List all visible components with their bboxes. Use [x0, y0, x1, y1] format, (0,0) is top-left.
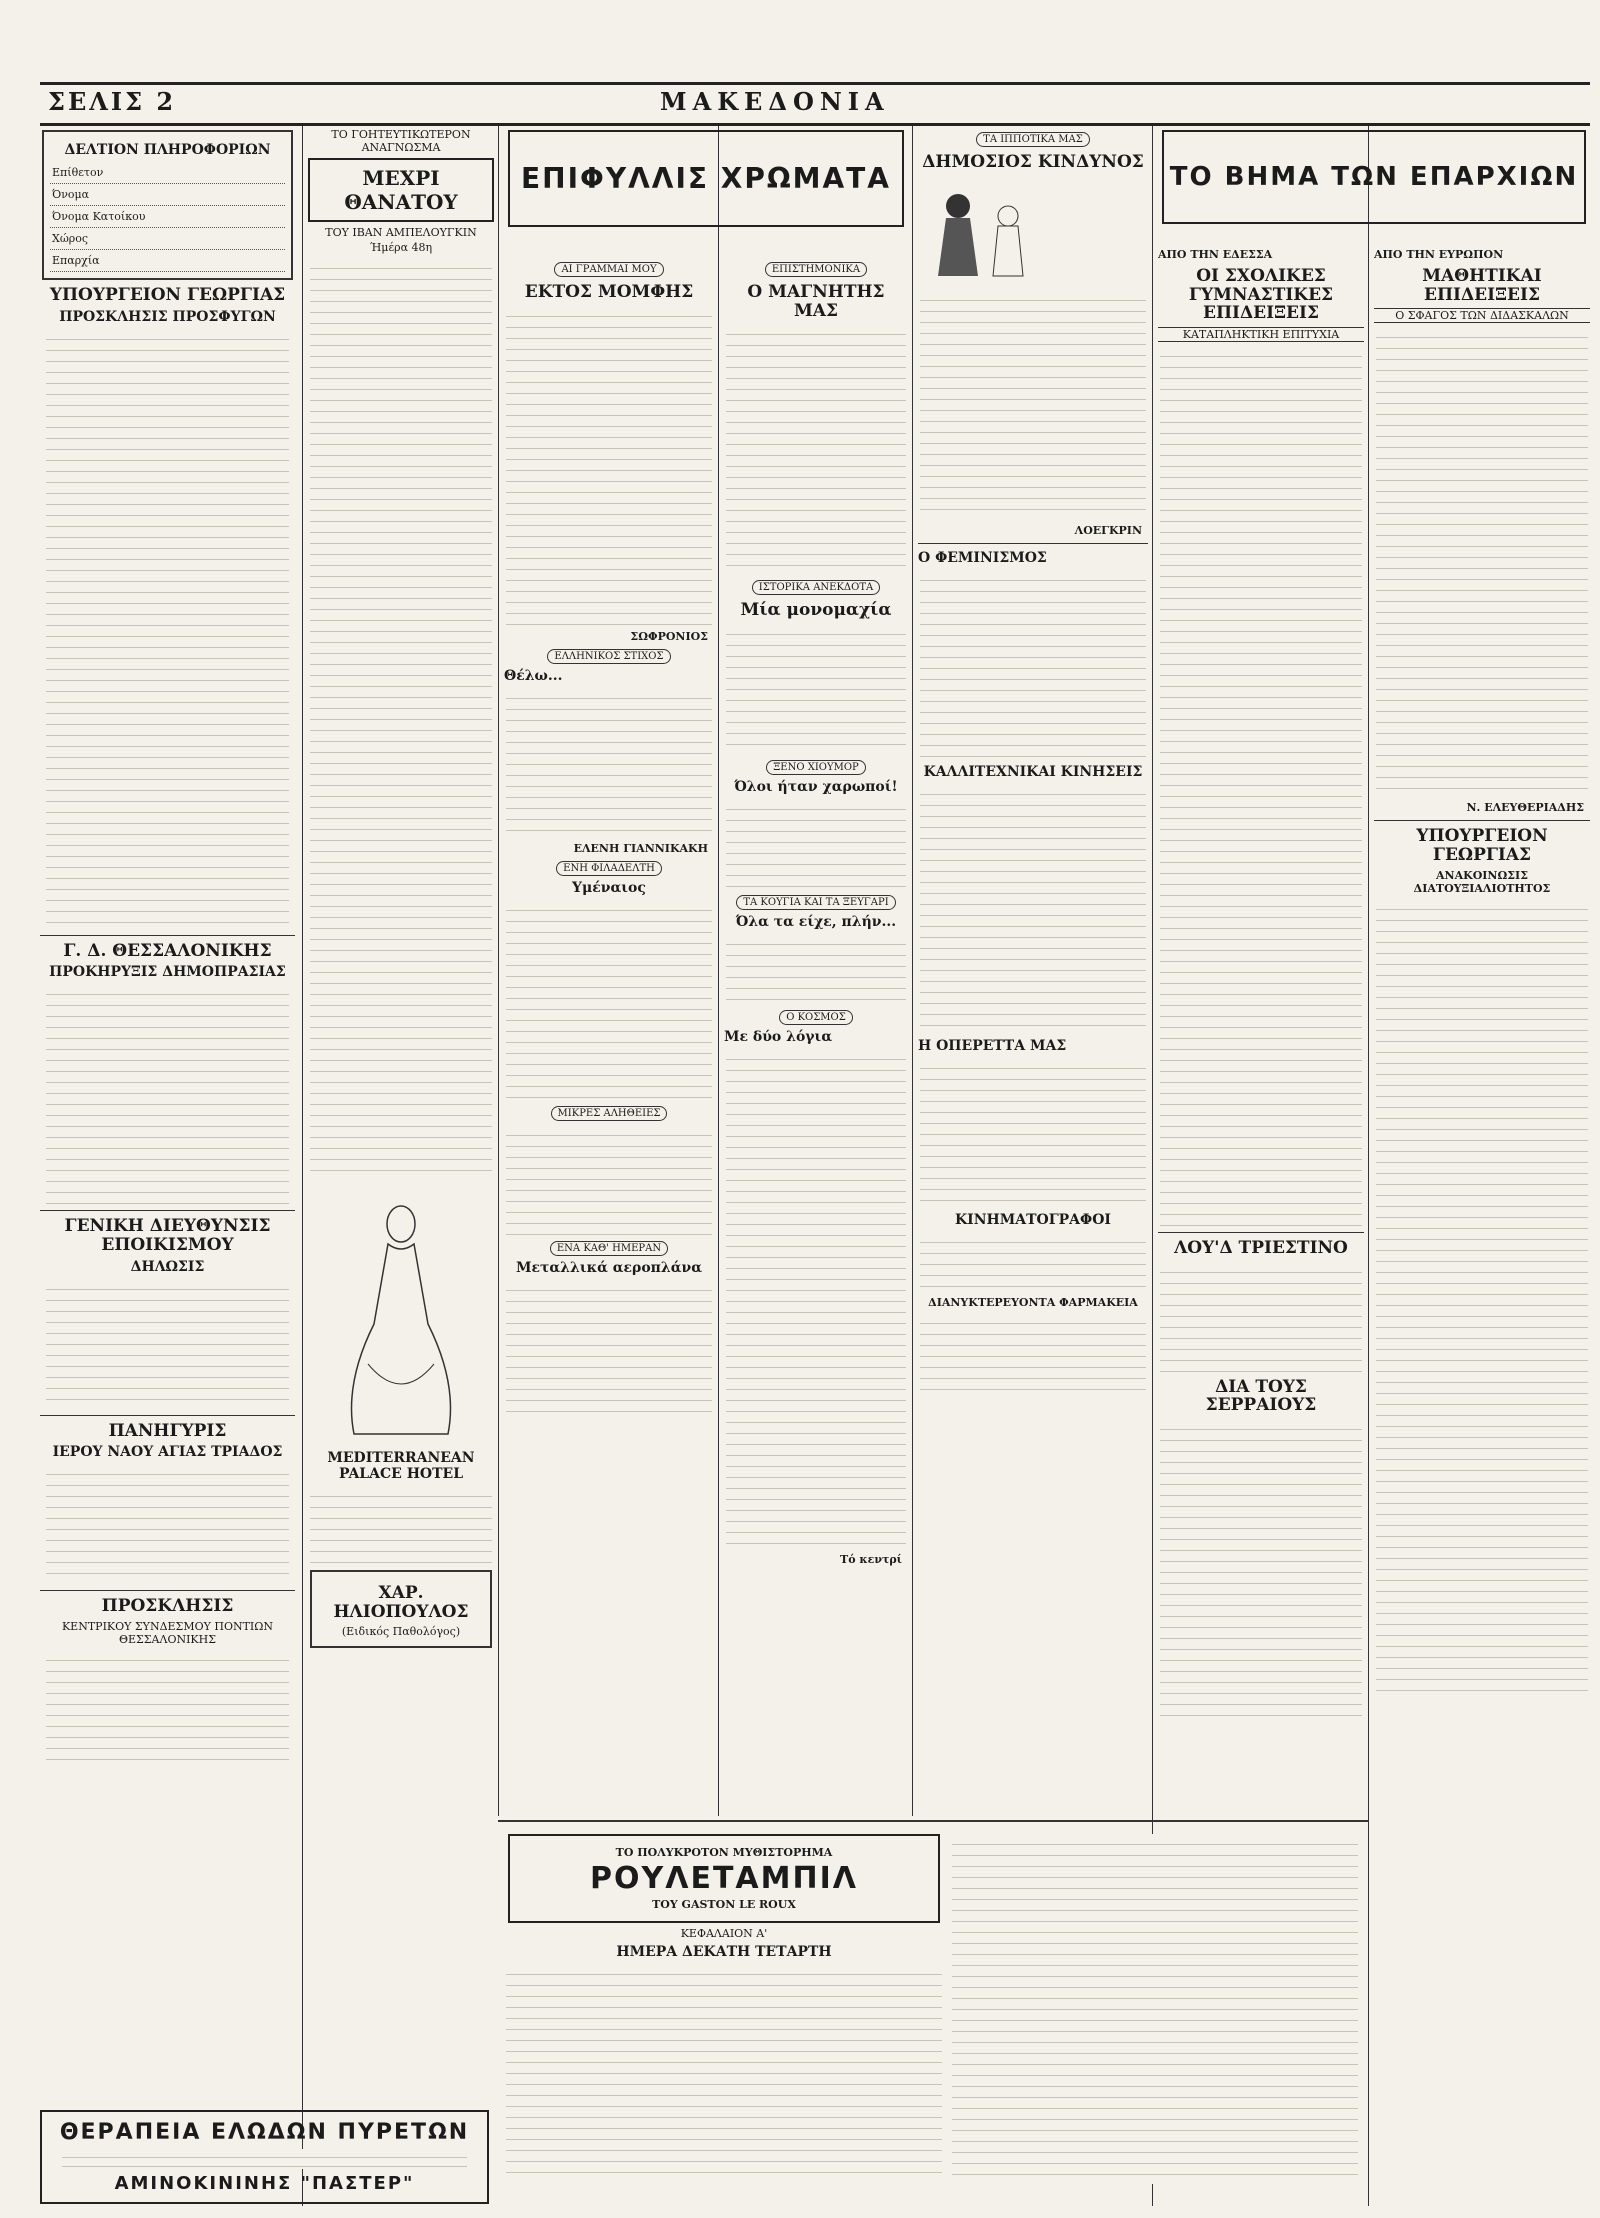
doctor-specialty: (Ειδικός Παθολόγος): [341, 1625, 461, 1639]
text-block: [920, 784, 1146, 1034]
column-europe: [1374, 246, 1590, 1816]
article-title: Με δύο λόγια: [724, 1029, 833, 1046]
section-rule: [498, 1820, 1368, 1822]
form-field: Όνομα: [50, 184, 285, 206]
article-title: ΜΑΘΗΤΙΚΑΙ ΕΠΙΔΕΙΞΕΙΣ: [1422, 266, 1542, 305]
signature: Τό κεντρί: [840, 1553, 902, 1567]
column-civic: [918, 126, 1148, 1816]
notice-title: ΠΑΝΗΓΥΡΙΣ: [108, 1420, 227, 1441]
text-block: [506, 688, 712, 838]
signature: ΣΩΦΡΟΝΙΟΣ: [630, 629, 708, 643]
notice-subtitle: ΑΝΑΚΟΙΝΩΣΙΣ ΔΙΑΤΟΥΞΙΑΛΙΟΤΗΤΟΣ: [1413, 868, 1551, 895]
rubric: ΕΝΑ ΚΑΘ' ΗΜΕΡΑΝ: [550, 1241, 668, 1256]
article-title: Μεταλλικά αεροπλάνα: [515, 1259, 702, 1276]
hotel-illustration: [328, 1184, 474, 1444]
text-block: [506, 1125, 712, 1235]
article-title: Όλα τα είχε, πλήν...: [735, 914, 897, 931]
serial-kicker: ΤΟ ΠΟΛΥΚΡΟΤΟΝ ΜΥΘΙΣΤΟΡΗΜΑ: [615, 1846, 833, 1859]
text-block: [46, 329, 289, 929]
text-block: [310, 1486, 492, 1566]
text-block: [506, 306, 712, 626]
serial-novel-continued: [950, 1830, 1360, 2190]
column-serial-novel: [308, 126, 494, 1816]
text-block: [920, 570, 1146, 760]
article-title: Όλοι ήταν χαρωποί!: [734, 779, 898, 796]
rubric: Ο ΚΟΣΜΟΣ: [779, 1010, 853, 1025]
text-block: [1376, 899, 1588, 1699]
form-title: ΔΕΛΤΙΟΝ ΠΛΗΡΟΦΟΡΙΩΝ: [64, 142, 271, 158]
text-block: [506, 1280, 712, 1420]
rubric: ΜΙΚΡΕΣ ΑΛΗΘΕΙΕΣ: [551, 1106, 668, 1121]
signature: ΕΛΕΝΗ ΓΙΑΝΝΙΚΑΚΗ: [573, 841, 708, 855]
text-block: [726, 324, 906, 574]
section-title: ΚΙΝΗΜΑΤΟΓΡΑΦΟΙ: [955, 1211, 1111, 1228]
section-title: ΤΟ ΒΗΜΑ ΤΩΝ ΕΠΑΡΧΙΩΝ: [1162, 130, 1586, 224]
section-title: Η ΟΠΕΡΕΤΤΑ ΜΑΣ: [918, 1037, 1067, 1054]
provinces-banner: [1158, 126, 1590, 236]
serial-title: ΜΕΧΡΙ ΘΑΝΑΤΟΥ: [308, 158, 494, 222]
cartoon-illustration: [918, 176, 1148, 286]
notice-subtitle: ΙΕΡΟΥ ΝΑΟΥ ΑΓΙΑΣ ΤΡΙΑΔΟΣ: [52, 1444, 283, 1461]
rubric: ΙΣΤΟΡΙΚΑ ΑΝΕΚΔΟΤΑ: [752, 580, 881, 595]
column-rule: [302, 126, 303, 2206]
text-block: [726, 1049, 906, 1549]
rubric: ΞΕΝΟ ΧΙΟΥΜΟΡ: [766, 760, 866, 775]
feuilleton-banner: [504, 126, 908, 246]
text-block: [920, 290, 1146, 520]
kicker: ΤΟ ΓΟΗΤΕΥΤΙΚΩΤΕΡΟΝ ΑΝΑΓΝΩΣΜΑ: [331, 128, 471, 154]
ad-brand: ΑΜΙΝΟΚΙΝΙΝΗΣ "ΠΑΣΤΕΡ": [114, 2173, 415, 2194]
article-title: ΔΗΜΟΣΙΟΣ ΚΙΝΔΥΝΟΣ: [922, 152, 1144, 172]
text-block: [506, 900, 712, 1100]
text-block: [1160, 1419, 1362, 1719]
text-block: [726, 934, 906, 1004]
text-block: [46, 1464, 289, 1584]
text-block: [726, 624, 906, 754]
text-block: [46, 1650, 289, 1760]
notice-subtitle: ΠΡΟΣΚΛΗΣΙΣ ΠΡΟΣΦΥΓΩΝ: [59, 308, 276, 325]
chapter-number: ΚΕΦΑΛΑΙΟΝ Α': [680, 1927, 768, 1940]
serial-header: [508, 1834, 940, 1923]
column-rule: [718, 126, 719, 1816]
text-block: [506, 1964, 942, 2174]
text-block: [62, 2149, 467, 2169]
doctor-name: ΧΑΡ. ΗΛΙΟΠΟΥΛΟΣ: [333, 1583, 469, 1622]
rubric: ΕΝΗ ΦΙΛΑΔΕΛΤΗ: [556, 861, 662, 876]
rubric: ΕΠΙΣΤΗΜΟΝΙΚΑ: [765, 262, 867, 277]
page-label: ΣΕΛΙΣ 2: [48, 87, 177, 116]
column-essays: [504, 256, 714, 1816]
article-title: Ο ΜΑΓΝΗΤΗΣ ΜΑΣ: [747, 282, 885, 321]
serial-author: ΤΟΥ GASTON LE ROUX: [652, 1898, 796, 1911]
origin-label: ΑΠΟ ΤΗΝ ΕΔΕΣΣΑ: [1158, 248, 1273, 261]
column-notices: [40, 126, 295, 2206]
signature: Ν. ΕΛΕΥΘΕΡΙΑΔΗΣ: [1466, 801, 1584, 815]
text-block: [310, 258, 492, 1178]
masthead: [40, 82, 1590, 126]
notice-title: ΠΡΟΣΚΛΗΣΙΣ: [101, 1596, 234, 1617]
notice-subtitle: ΚΕΝΤΡΙΚΟΥ ΣΥΝΔΕΣΜΟΥ ΠΟΝΤΙΩΝ ΘΕΣΣΑΛΟΝΙΚΗΣ: [61, 1620, 274, 1647]
rubric: ΕΛΛΗΝΙΚΟΣ ΣΤΙΧΟΣ: [547, 649, 670, 664]
text-block: [1160, 346, 1362, 1226]
text-block: [46, 984, 289, 1204]
form-field: Χώρος: [50, 228, 285, 250]
article-title: Θέλω...: [504, 667, 563, 684]
rubric: ΑΙ ΓΡΑΜΜΑΙ ΜΟΥ: [554, 262, 663, 277]
text-block: [952, 1834, 1358, 2184]
serial-title: ΡΟΥΛΕΤΑΜΠΙΛ: [590, 1861, 858, 1896]
doctor-ad: [310, 1570, 492, 1648]
notice-title: ΥΠΟΥΡΓΕΙΟΝ ΓΕΩΡΓΙΑΣ: [1416, 826, 1548, 866]
notice-title: ΥΠΟΥΡΓΕΙΟΝ ΓΕΩΡΓΙΑΣ: [49, 285, 286, 305]
notice-title: Γ. Δ. ΘΕΣΣΑΛΟΝΙΚΗΣ: [63, 940, 272, 961]
woman-figure-icon: [328, 1184, 474, 1444]
article-subtitle: ΚΑΤΑΠΛΗΚΤΙΚΗ ΕΠΙΤΥΧΙΑ: [1158, 327, 1364, 342]
paper-name: ΜΑΚΕΔΟΝΙΑ: [660, 87, 890, 116]
column-rule: [1368, 126, 1369, 2206]
article-title: ΛΟΥ'Δ ΤΡΙΕΣΤΙΝΟ: [1174, 1238, 1348, 1259]
hotel-name: MEDITERRANEAN PALACE HOTEL: [327, 1450, 475, 1482]
cartoon-figures-icon: [918, 176, 1144, 286]
text-block: [920, 1058, 1146, 1208]
chapter-title: ΗΜΕΡΑ ΔΕΚΑΤΗ ΤΕΤΑΡΤΗ: [616, 1944, 832, 1960]
column-rule: [912, 126, 913, 1816]
serial-day: Ήμέρα 48η: [369, 241, 433, 254]
text-block: [46, 1279, 289, 1409]
signature: ΛΟΕΓΚΡΙΝ: [1074, 523, 1142, 537]
form-field: Επαρχία: [50, 250, 285, 272]
text-block: [920, 1313, 1146, 1393]
serial-novel: [504, 1830, 944, 2190]
text-block: [920, 1232, 1146, 1292]
article-title: Μία μονομαχία: [740, 600, 892, 621]
article-title: ΟΙ ΣΧΟΛΙΚΕΣ ΓΥΜΝΑΣΤΙΚΕΣ ΕΠΙΔΕΙΞΕΙΣ: [1188, 266, 1334, 324]
article-title: ΔΙΑ ΤΟΥΣ ΣΕΡΡΑΙΟΥΣ: [1205, 1376, 1317, 1416]
article-title: Υμέναιος: [572, 879, 646, 896]
column-science: [724, 256, 908, 1816]
origin-label: ΑΠΟ ΤΗΝ ΕΥΡΩΠΟΝ: [1374, 248, 1504, 261]
text-block: [1160, 1262, 1362, 1372]
ad-title: ΘΕΡΑΠΕΙΑ ΕΛΩΔΩΝ ΠΥΡΕΤΩΝ: [59, 2120, 470, 2145]
column-rule: [498, 126, 499, 1816]
notice-title: ΓΕΝΙΚΗ ΔΙΕΥΘΥΝΣΙΣ ΕΠΟΙΚΙΣΜΟΥ: [64, 1216, 271, 1256]
notice-subtitle: ΠΡΟΚΗΡΥΞΙΣ ΔΗΜΟΠΡΑΣΙΑΣ: [49, 964, 286, 981]
text-block: [1376, 327, 1588, 797]
section-title: ΚΑΛΛΙΤΕΧΝΙΚΑΙ ΚΙΝΗΣΕΙΣ: [923, 763, 1143, 780]
info-form: [42, 130, 293, 280]
form-field: Όνομα Κατοίκου: [50, 206, 285, 228]
article-title: ΕΚΤΟΣ ΜΟΜΦΗΣ: [524, 282, 694, 302]
section-title: ΔΙΑΝΥΚΤΕΡΕΥΟΝΤΑ ΦΑΡΜΑΚΕΙΑ: [928, 1295, 1138, 1309]
article-subtitle: Ο ΣΦΑΓΟΣ ΤΩΝ ΔΙΔΑΣΚΑΛΩΝ: [1374, 308, 1590, 323]
serial-author: ΤΟΥ ΙΒΑΝ ΑΜΠΕΛΟΥΓΚΙΝ: [325, 226, 477, 239]
text-block: [726, 799, 906, 889]
fever-cure-ad: [40, 2110, 489, 2204]
section-title: Ο ΦΕΜΙΝΙΣΜΟΣ: [918, 549, 1047, 566]
notice-subtitle: ΔΗΛΩΣΙΣ: [130, 1258, 205, 1275]
column-provinces: [1158, 246, 1364, 1816]
form-field: Επίθετον: [50, 162, 285, 184]
rubric: ΤΑ ΚΟΥΓΙΑ ΚΑΙ ΤΑ ΞΕΥΓΑΡΙ: [736, 895, 895, 910]
rubric: ΤΑ ΙΠΠΟΤΙΚΑ ΜΑΣ: [976, 132, 1090, 147]
section-title: ΕΠΙΦΥΛΛΙΣ ΧΡΩΜΑΤΑ: [508, 130, 904, 227]
